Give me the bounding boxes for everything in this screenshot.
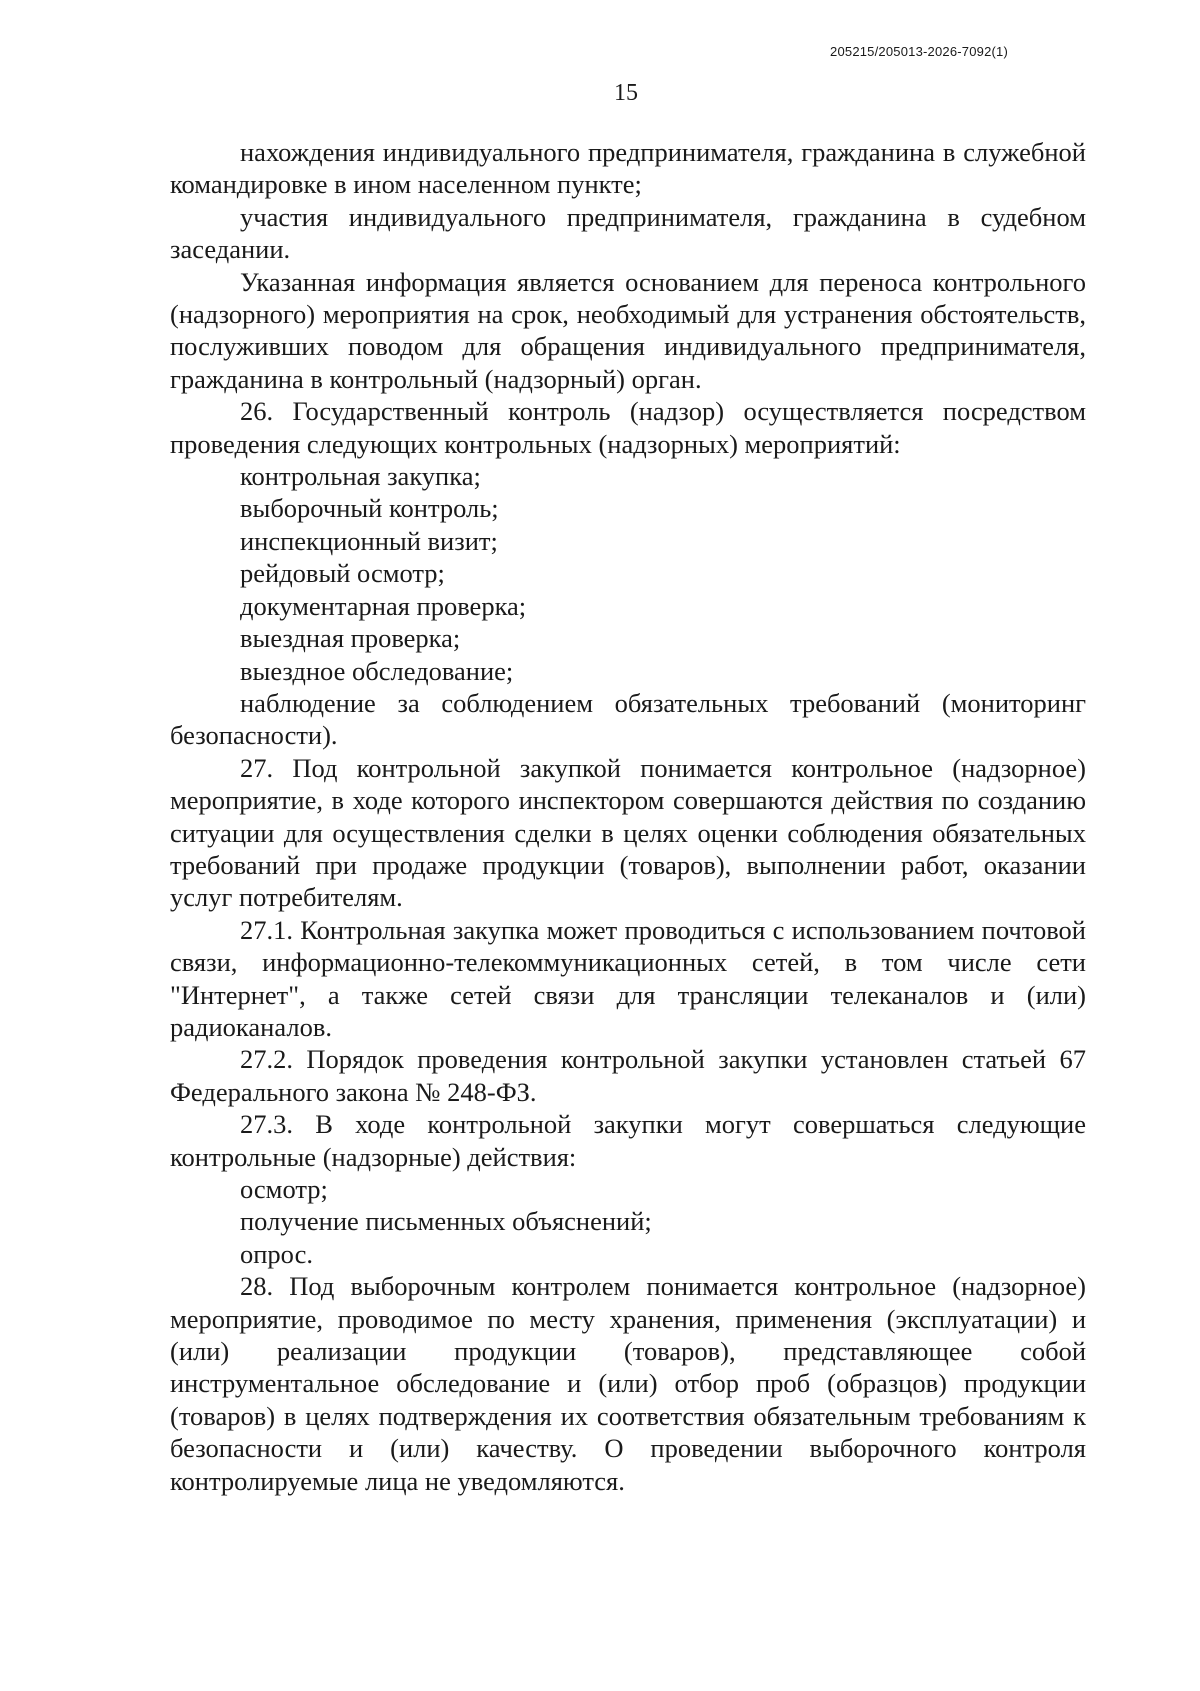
list-item: рейдовый осмотр; [240, 558, 445, 589]
list-item: получение письменных объяснений; [240, 1206, 652, 1237]
document-body [170, 136, 1086, 1497]
list-item: наблюдение за соблюдением обязательных требований (мониторинг безопасности). [170, 687, 1086, 751]
paragraph: Указанная информация является основанием для переноса контрольного (надзорного) мероприятия на срок, необходимый для устранения обстоятельств, послуживших поводом для обращения индивидуального предпринимателя, гражданина в контрольный (надзорный) орган. [170, 266, 1086, 394]
paragraph-item-27-3: 27.3. В ходе контрольной закупки могут совершаться следующие контрольные (надзорные) действия: [170, 1109, 1086, 1172]
list-item: документарная проверка; [240, 590, 527, 621]
document-id: 205215/205013-2026-7092(1) [830, 44, 1008, 59]
list-item: выборочный контроль; [240, 493, 499, 524]
list-item: опрос. [240, 1238, 313, 1269]
paragraph-item-27-2: 27.2. Порядок проведения контрольной закупки установлен статьей 67 Федерального закона № 248-ФЗ. [170, 1044, 1086, 1107]
list-item: выездная проверка; [240, 623, 461, 654]
paragraph-item-28: 28. Под выборочным контролем понимается контрольное (надзорное) мероприятие, проводимое по месту хранения, применения (эксплуатации) и (или) реализации продукции (товаров), представляющее собой инструментальное обследование и (или) отбор проб (образцов) продукции (товаров) в целях подтверждения их соответствия обязательным требованиям к безопасности и (или) качеству. О проведении выборочного контроля контролируемые лица не уведомляются. [170, 1271, 1086, 1496]
page-number: 15 [614, 80, 638, 106]
list-item: осмотр; [240, 1174, 328, 1204]
paragraph-item-27-1: 27.1. Контрольная закупка может проводиться с использованием почтовой связи, информационно-телекоммуникационных сетей, в том числе сети "Интернет", а также сетей связи для трансляции телеканалов и (или) радиоканалов. [170, 914, 1086, 1042]
list-item: инспекционный визит; [240, 525, 498, 556]
list-item: контрольная закупка; [240, 461, 481, 492]
paragraph-item-27: 27. Под контрольной закупкой понимается контрольное (надзорное) мероприятие, в ходе которого инспектором совершаются действия по созданию ситуации для осуществления сделки в целях оценки соблюдения обязательных требований при продаже продукции (товаров), выполнении работ, оказании услуг потребителям. [170, 752, 1086, 913]
paragraph: нахождения индивидуального предпринимателя, гражданина в служебной командировке в ином населенном пункте; [170, 137, 1086, 200]
paragraph-item-26: 26. Государственный контроль (надзор) осуществляется посредством проведения следующих контрольных (надзорных) мероприятий: [170, 396, 1086, 459]
list-item: выездное обследование; [240, 655, 514, 686]
paragraph: участия индивидуального предпринимателя, гражданина в судебном заседании. [170, 201, 1086, 265]
